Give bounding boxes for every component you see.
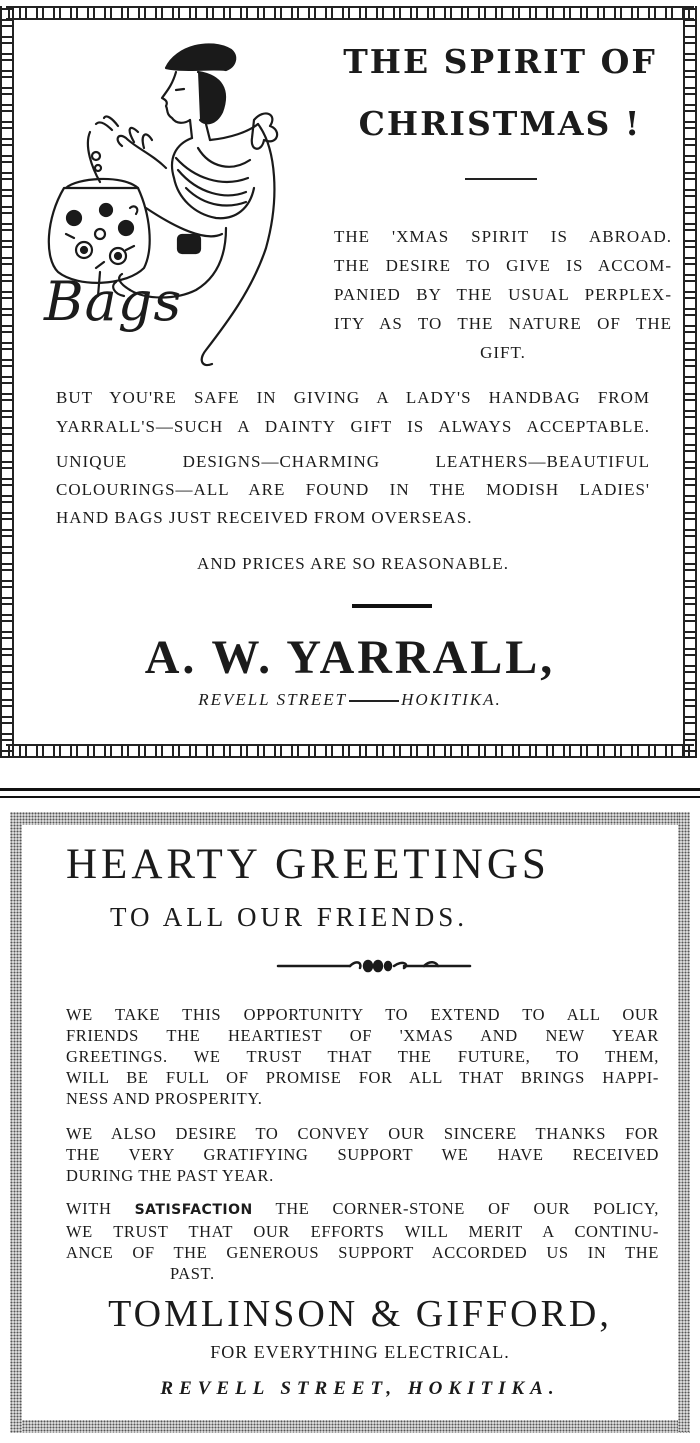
paragraph-line: YARRALL'S—SUCH A DAINTY GIFT IS ALWAYS ACCEPTABLE. xyxy=(56,417,650,436)
address-dash xyxy=(349,700,399,702)
yarrall-signature: A. W. YARRALL, xyxy=(144,631,556,684)
paragraph-line: WE TAKE THIS OPPORTUNITY TO EXTEND TO ALL OUR xyxy=(66,1005,659,1024)
ornamental-flourish-icon xyxy=(276,956,472,976)
title-line-1: THE SPIRIT OF xyxy=(343,42,657,81)
paragraph-line: WE TRUST THAT OUR EFFORTS WILL MERIT A CONTINU- xyxy=(66,1222,659,1241)
yarrall-address xyxy=(60,690,640,710)
intro-paragraph xyxy=(334,222,672,367)
stipple-border-bottom xyxy=(10,1420,690,1433)
stipple-border-left xyxy=(10,812,22,1432)
signature-divider-rule xyxy=(352,604,432,608)
designs-paragraph xyxy=(56,448,650,532)
column-rule-bottom xyxy=(0,796,700,798)
paragraph-line: COLOURINGS—ALL ARE FOUND IN THE MODISH LADIES' xyxy=(56,480,650,499)
stipple-border-right xyxy=(678,812,690,1432)
greetings-subtitle: TO ALL OUR FRIENDS. xyxy=(110,902,469,932)
para3-word: WITH xyxy=(66,1199,112,1218)
paragraph-line: BUT YOU'RE SAFE IN GIVING A LADY'S HANDBAG FROM xyxy=(56,388,650,407)
paragraph-line xyxy=(66,1198,659,1221)
chain-border-left xyxy=(0,6,14,758)
paragraph-line: ANCE OF THE GENEROUS SUPPORT ACCORDED US IN THE xyxy=(66,1243,659,1262)
paragraph-line: WE ALSO DESIRE TO CONVEY OUR SINCERE THANKS FOR xyxy=(66,1124,659,1143)
paragraph-line: FRIENDS THE HEARTIEST OF 'XMAS AND NEW YEAR xyxy=(66,1026,659,1045)
intro-line: GIFT. xyxy=(480,343,526,362)
chain-border-bottom xyxy=(6,744,694,758)
chain-border-top xyxy=(6,6,694,20)
para3-rest: THE CORNER-STONE OF OUR POLICY, xyxy=(275,1199,659,1218)
satisfaction-word: SATISFACTION xyxy=(134,1202,253,1218)
paragraph-line: DURING THE PAST YEAR. xyxy=(66,1166,274,1185)
electrical-tagline: FOR EVERYTHING ELECTRICAL. xyxy=(210,1342,510,1362)
intro-line: ITY AS TO THE NATURE OF THE xyxy=(334,314,672,333)
address-street: REVELL STREET xyxy=(198,690,348,709)
paragraph-line: NESS AND PROSPERITY. xyxy=(66,1089,263,1108)
prices-line: AND PRICES ARE SO REASONABLE. xyxy=(197,554,509,573)
handbag-paragraph xyxy=(56,383,650,441)
intro-line: THE DESIRE TO GIVE IS ACCOM- xyxy=(334,256,672,275)
greetings-paragraph-2 xyxy=(66,1123,659,1186)
greetings-paragraph-3 xyxy=(66,1198,659,1284)
paragraph-line: UNIQUE DESIGNS—CHARMING LEATHERS—BEAUTIFUL xyxy=(56,452,650,471)
title-line-2: CHRISTMAS ! xyxy=(358,104,642,143)
greetings-title: HEARTY GREETINGS xyxy=(66,841,550,888)
tomlinson-gifford-address: REVELL STREET, HOKITIKA. xyxy=(160,1378,560,1399)
paragraph-line: HAND BAGS JUST RECEIVED FROM OVERSEAS. xyxy=(56,508,473,527)
title-divider-rule xyxy=(465,178,537,180)
intro-line: PANIED BY THE USUAL PERPLEX- xyxy=(334,285,672,304)
chain-border-right xyxy=(683,6,697,758)
paragraph-line: WILL BE FULL OF PROMISE FOR ALL THAT BRINGS HAPPI- xyxy=(66,1068,659,1087)
paragraph-line: GREETINGS. WE TRUST THAT THE FUTURE, TO THEM, xyxy=(66,1047,659,1066)
paragraph-line: PAST. xyxy=(170,1264,215,1283)
paragraph-line: THE VERY GRATIFYING SUPPORT WE HAVE RECEIVED xyxy=(66,1145,659,1164)
address-town: HOKITIKA. xyxy=(401,690,502,709)
column-rule-top xyxy=(0,788,700,791)
stipple-border-top xyxy=(10,812,690,825)
intro-line: THE 'XMAS SPIRIT IS ABROAD. xyxy=(334,227,672,246)
tomlinson-gifford-signature: TOMLINSON & GIFFORD, xyxy=(108,1293,612,1335)
bags-script-word: Bags xyxy=(44,270,183,333)
greetings-paragraph-1 xyxy=(66,1004,659,1109)
